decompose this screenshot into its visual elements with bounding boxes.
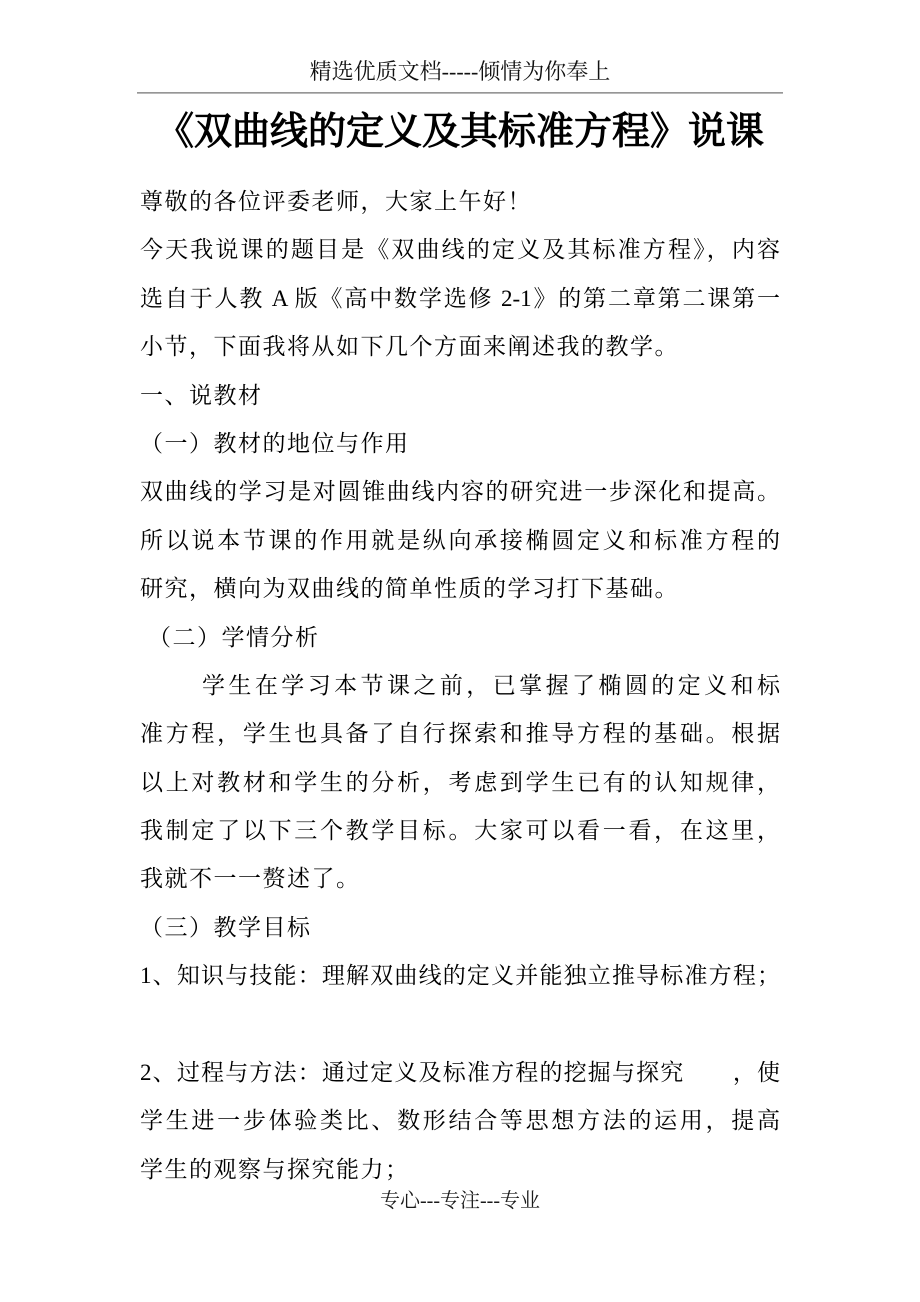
- text-line: 所以说本节课的作用就是纵向承接椭圆定义和标准方程的: [140, 527, 780, 553]
- text-line: 2、过程与方法：通过定义及标准方程的挖掘与探究 ，使: [140, 1060, 780, 1086]
- text-line: 今天我说课的题目是《双曲线的定义及其标准方程》，内容: [140, 237, 780, 263]
- text-line: 我就不一一赘述了。: [140, 866, 361, 892]
- page-footer-text: 专心---专注---专业: [380, 1190, 540, 1212]
- text-line: 双曲线的学习是对圆锥曲线内容的研究进一步深化和提高。: [140, 479, 780, 505]
- text-line: 研究，横向为双曲线的简单性质的学习打下基础。: [140, 576, 679, 602]
- subheading-line: （一）教材的地位与作用: [140, 430, 410, 456]
- text-line: 我制定了以下三个教学目标。大家可以看一看，在这里，: [140, 818, 780, 844]
- text-line: 尊敬的各位评委老师，大家上午好！: [140, 189, 532, 214]
- text-line: 学生在学习本节课之前，已掌握了椭圆的定义和标: [202, 672, 780, 698]
- header-divider: [137, 92, 783, 94]
- text-line: 选自于人教 A 版《高中数学选修 2-1》的第二章第二课第一: [140, 285, 780, 311]
- document-title: 《双曲线的定义及其标准方程》说课: [155, 111, 764, 153]
- blank-line: [140, 1001, 780, 1049]
- heading-line: 一、说教材: [140, 382, 263, 408]
- page-header-text: 精选优质文档-----倾情为你奉上: [309, 59, 611, 84]
- text-line: 以上对教材和学生的分析，考虑到学生已有的认知规律，: [140, 769, 780, 795]
- text-line: 小节，下面我将从如下几个方面来阐述我的教学。: [140, 334, 679, 360]
- text-line: 1、知识与技能：理解双曲线的定义并能独立推导标准方程；: [140, 963, 780, 989]
- subheading-line: （三）教学目标: [140, 914, 312, 940]
- text-line: 学生的观察与探究能力；: [140, 1156, 410, 1182]
- text-line: 学生进一步体验类比、数形结合等思想方法的运用，提高: [140, 1108, 780, 1134]
- text-line: 准方程，学生也具备了自行探索和推导方程的基础。根据: [140, 721, 780, 747]
- document-body: [140, 178, 780, 1194]
- subheading-line: （二）学情分析: [148, 624, 320, 650]
